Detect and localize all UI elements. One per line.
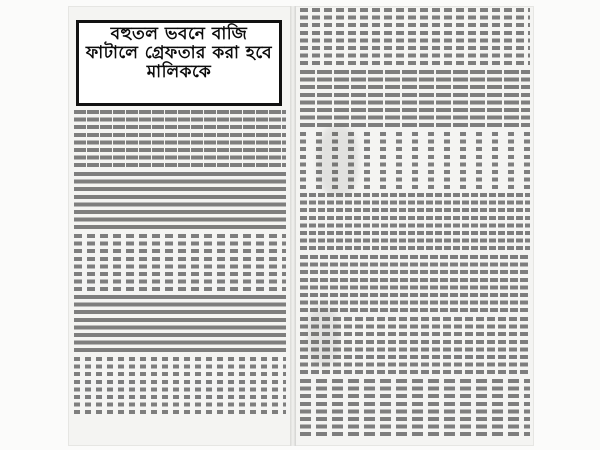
left-column — [68, 6, 290, 446]
body-paragraph — [74, 110, 286, 171]
right-column — [296, 6, 534, 446]
article-headline: বহুতল ভবনে বাজি ফাটালে গ্রেফতার করা হবে মালিককে — [76, 20, 282, 106]
body-paragraph — [74, 172, 286, 233]
body-paragraph — [300, 132, 530, 193]
body-paragraph — [300, 379, 530, 440]
body-paragraph — [74, 357, 286, 418]
body-paragraph — [300, 317, 530, 378]
article-body-right — [300, 8, 530, 442]
body-paragraph — [300, 193, 530, 254]
body-paragraph — [300, 70, 530, 131]
body-paragraph — [300, 255, 530, 316]
newspaper-clipping — [68, 6, 534, 446]
body-paragraph — [74, 234, 286, 295]
body-paragraph — [300, 8, 530, 69]
article-body-left — [74, 110, 286, 442]
body-paragraph — [74, 295, 286, 356]
